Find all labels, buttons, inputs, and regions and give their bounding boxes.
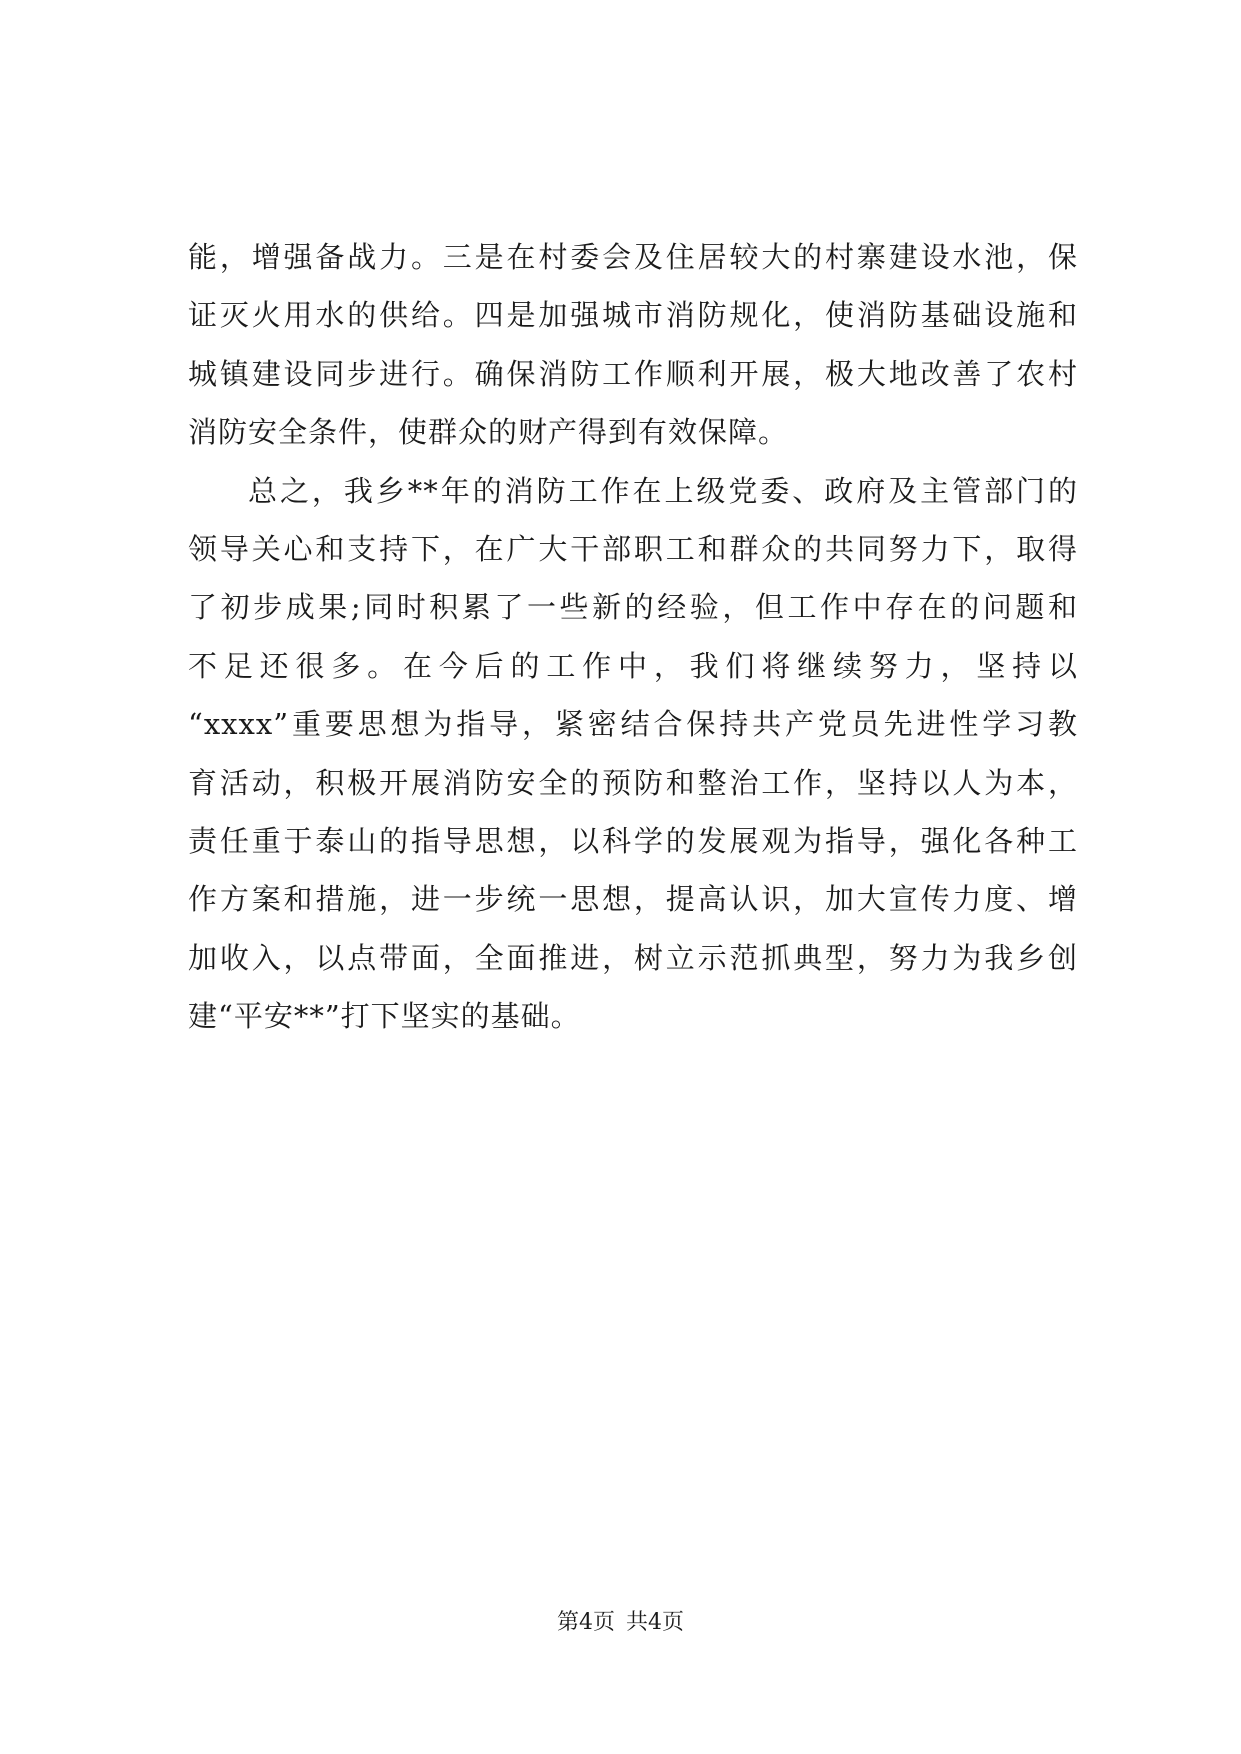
paragraph-2-line-3: 了初步成果;同时积累了一些新的经验，但工作中存在的问题和 xyxy=(188,590,1078,625)
page-number-footer: 第4页 共4页 xyxy=(557,1610,684,1635)
paragraph-2-line-1: 总之，我乡**年的消防工作在上级党委、政府及主管部门的 xyxy=(248,473,1078,508)
paragraph-1-line-2: 证灭火用水的供给。四是加强城市消防规化，使消防基础设施和 xyxy=(188,298,1078,333)
paragraph-1-line-1: 能，增强备战力。三是在村委会及住居较大的村寨建设水池，保 xyxy=(188,240,1078,274)
paragraph-2-line-4: 不足还很多。在今后的工作中，我们将继续努力，坚持以 xyxy=(188,648,1078,683)
paragraph-1-line-3: 城镇建设同步进行。确保消防工作顺利开展，极大地改善了农村 xyxy=(188,356,1078,391)
paragraph-2-line-8: 作方案和措施，进一步统一思想，提高认识，加大宣传力度、增 xyxy=(188,882,1078,917)
document-body xyxy=(188,228,1078,1045)
paragraph-2-line-6: 育活动，积极开展消防安全的预防和整治工作，坚持以人为本， xyxy=(188,765,1078,800)
paragraph-2-line-9: 加收入，以点带面，全面推进，树立示范抓典型，努力为我乡创 xyxy=(188,940,1078,975)
paragraph-2-line-2: 领导关心和支持下，在广大干部职工和群众的共同努力下，取得 xyxy=(188,531,1078,566)
paragraph-2-line-10: 建“平安**”打下坚实的基础。 xyxy=(188,999,581,1034)
paragraph-2-line-5: “xxxx”重要思想为指导，紧密结合保持共产党员先进性学习教 xyxy=(188,707,1078,742)
paragraph-1-line-4: 消防安全条件，使群众的财产得到有效保障。 xyxy=(188,415,789,450)
paragraph-2-line-7: 责任重于泰山的指导思想，以科学的发展观为指导，强化各种工 xyxy=(188,823,1078,858)
